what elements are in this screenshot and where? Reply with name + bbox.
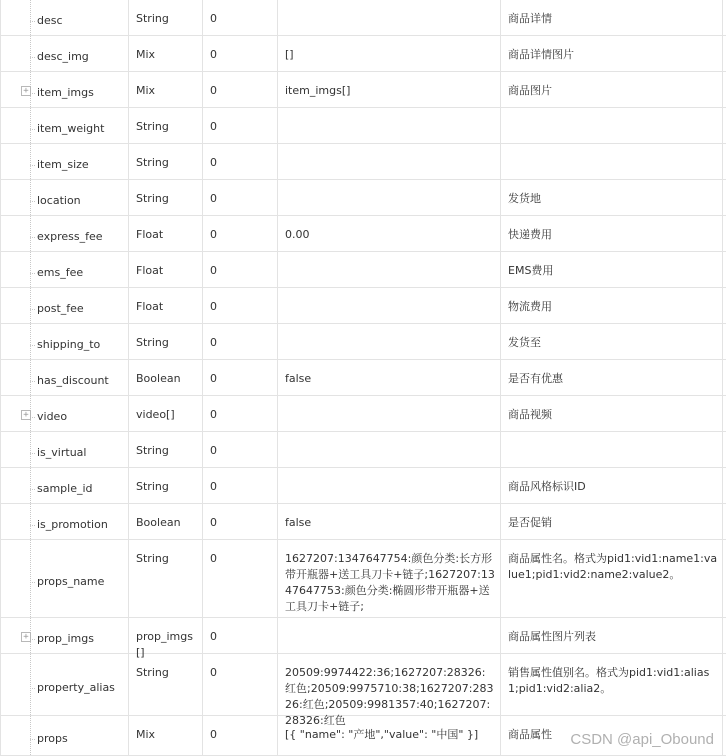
cell-required xyxy=(203,288,278,323)
type-text: String xyxy=(136,192,169,205)
description-text: 商品风格标识ID xyxy=(508,480,586,493)
tree-branch-line xyxy=(30,453,35,454)
cell-required xyxy=(203,180,278,215)
type-text: String xyxy=(136,552,169,565)
cell-type xyxy=(129,504,203,539)
cell-name xyxy=(0,618,129,653)
tree-branch-line xyxy=(30,582,35,583)
cell-type xyxy=(129,252,203,287)
cell-type xyxy=(129,216,203,251)
required-text: 0 xyxy=(210,156,217,169)
name-text: video xyxy=(37,410,68,423)
cell-description xyxy=(501,540,723,617)
example-text: 0.00 xyxy=(285,228,310,241)
type-text: Boolean xyxy=(136,372,181,385)
table-row xyxy=(0,540,726,618)
expand-plus-icon[interactable]: + xyxy=(21,86,31,96)
example-text: 20509:9974422:36;1627207:28326:红色;20509:9975710:38;1627207:28326:红色;20509:9981357:40;1627207:28326:红色 xyxy=(285,666,494,727)
name-text: location xyxy=(37,194,81,207)
description-text: 商品属性图片列表 xyxy=(508,630,596,643)
required-text: 0 xyxy=(210,120,217,133)
tree-branch-line xyxy=(30,309,35,310)
tree-guide-line xyxy=(30,36,31,71)
description-text: 物流费用 xyxy=(508,300,552,313)
cell-description xyxy=(501,504,723,539)
cell-required xyxy=(203,654,278,715)
description-text: 销售属性值别名。格式为pid1:vid1:alias1;pid1:vid2:alia2。 xyxy=(508,666,710,695)
tree-branch-line xyxy=(30,165,35,166)
cell-example xyxy=(278,654,501,727)
expand-plus-icon[interactable]: + xyxy=(21,632,31,642)
required-text: 0 xyxy=(210,408,217,421)
tree-guide-line xyxy=(30,324,31,359)
required-text: 0 xyxy=(210,84,217,97)
cell-type xyxy=(129,0,203,35)
tree-branch-line xyxy=(30,489,35,490)
cell-example xyxy=(278,716,501,755)
cell-name xyxy=(0,504,129,539)
description-text: 商品属性 xyxy=(508,728,552,741)
name-text: item_size xyxy=(37,158,89,171)
cell-required xyxy=(203,0,278,35)
table-row xyxy=(0,618,726,659)
cell-example xyxy=(278,468,501,503)
cell-type xyxy=(129,288,203,323)
cell-name xyxy=(0,716,129,755)
description-text: 商品属性名。格式为pid1:vid1:name1:value1;pid1:vid2:name2:value2。 xyxy=(508,552,718,581)
cell-type xyxy=(129,324,203,359)
cell-description xyxy=(501,216,723,251)
cell-type xyxy=(129,540,203,617)
cell-name xyxy=(0,0,129,35)
description-text: 是否促销 xyxy=(508,516,552,529)
required-text: 0 xyxy=(210,728,217,741)
tree-branch-line xyxy=(30,345,35,346)
table-row xyxy=(0,108,726,144)
type-text: Float xyxy=(136,264,164,277)
tree-guide-line xyxy=(30,540,31,617)
table-row xyxy=(0,216,726,252)
cell-example xyxy=(278,0,501,35)
required-text: 0 xyxy=(210,552,217,565)
example-text: 1627207:1347647754:颜色分类:长方形带开瓶器+送工具刀卡+链子;1627207:1347647753:颜色分类:椭圆形带开瓶器+送工具刀卡+链子; xyxy=(285,552,495,613)
cell-description xyxy=(501,288,723,323)
example-text: false xyxy=(285,372,312,385)
tree-guide-line xyxy=(30,108,31,143)
cell-example xyxy=(278,360,501,395)
table-row xyxy=(0,36,726,72)
tree-guide-line xyxy=(30,144,31,179)
name-text: has_discount xyxy=(37,374,109,387)
table-row xyxy=(0,72,726,108)
type-text: String xyxy=(136,12,169,25)
table-row xyxy=(0,468,726,504)
tree-guide-line xyxy=(30,180,31,215)
required-text: 0 xyxy=(210,264,217,277)
expand-plus-icon[interactable]: + xyxy=(21,410,31,420)
cell-description xyxy=(501,72,723,107)
cell-required xyxy=(203,468,278,503)
type-text: String xyxy=(136,120,169,133)
cell-required xyxy=(203,144,278,179)
cell-required xyxy=(203,324,278,359)
tree-branch-line xyxy=(30,57,35,58)
cell-example xyxy=(278,396,501,431)
tree-guide-line xyxy=(30,0,31,35)
required-text: 0 xyxy=(210,228,217,241)
type-text: String xyxy=(136,480,169,493)
type-text: Boolean xyxy=(136,516,181,529)
cell-name xyxy=(0,144,129,179)
cell-name xyxy=(0,396,129,431)
required-text: 0 xyxy=(210,480,217,493)
table-row xyxy=(0,324,726,360)
required-text: 0 xyxy=(210,192,217,205)
cell-description xyxy=(501,252,723,287)
cell-description xyxy=(501,618,723,653)
cell-example xyxy=(278,618,501,653)
cell-example xyxy=(278,108,501,143)
cell-required xyxy=(203,108,278,143)
type-text: String xyxy=(136,156,169,169)
required-text: 0 xyxy=(210,336,217,349)
tree-branch-line xyxy=(30,273,35,274)
table-row xyxy=(0,288,726,324)
cell-name xyxy=(0,360,129,395)
tree-guide-line xyxy=(30,504,31,539)
cell-example xyxy=(278,504,501,539)
cell-example xyxy=(278,180,501,215)
tree-branch-line xyxy=(30,739,35,740)
type-text: String xyxy=(136,666,169,679)
cell-type xyxy=(129,180,203,215)
example-text: [{ "name": "产地","value": "中国" }] xyxy=(285,728,479,741)
cell-name xyxy=(0,252,129,287)
tree-guide-line xyxy=(30,360,31,395)
type-text: Mix xyxy=(136,48,156,61)
tree-branch-line xyxy=(30,201,35,202)
name-text: item_weight xyxy=(37,122,105,135)
type-text: Mix xyxy=(136,728,156,741)
cell-description xyxy=(501,324,723,359)
cell-type xyxy=(129,432,203,467)
cell-description xyxy=(501,108,723,143)
cell-name xyxy=(0,432,129,467)
cell-name xyxy=(0,654,129,715)
tree-guide-line xyxy=(30,468,31,503)
name-text: post_fee xyxy=(37,302,84,315)
cell-example xyxy=(278,216,501,251)
name-text: props xyxy=(37,732,68,745)
required-text: 0 xyxy=(210,516,217,529)
required-text: 0 xyxy=(210,12,217,25)
cell-example xyxy=(278,144,501,179)
table-row xyxy=(0,180,726,216)
cell-type xyxy=(129,618,203,659)
cell-type xyxy=(129,468,203,503)
description-text: 发货至 xyxy=(508,336,541,349)
cell-description xyxy=(501,396,723,431)
tree-branch-line xyxy=(30,237,35,238)
required-text: 0 xyxy=(210,48,217,61)
cell-name xyxy=(0,72,129,107)
table-row xyxy=(0,252,726,288)
type-text: video[] xyxy=(136,408,175,421)
name-text: props_name xyxy=(37,575,105,588)
description-text: 快递费用 xyxy=(508,228,552,241)
name-text: ems_fee xyxy=(37,266,84,279)
cell-example xyxy=(278,324,501,359)
cell-example xyxy=(278,36,501,71)
tree-branch-line xyxy=(30,381,35,382)
tree-branch-line xyxy=(30,129,35,130)
cell-type xyxy=(129,654,203,715)
table-row xyxy=(0,432,726,468)
name-text: desc xyxy=(37,14,63,27)
cell-required xyxy=(203,216,278,251)
example-text: item_imgs[] xyxy=(285,84,351,97)
tree-branch-line xyxy=(30,525,35,526)
watermark: CSDN @api_Obound xyxy=(570,731,714,748)
table-row xyxy=(0,504,726,540)
cell-name xyxy=(0,288,129,323)
example-text: false xyxy=(285,516,312,529)
cell-example xyxy=(278,252,501,287)
table-row xyxy=(0,0,726,36)
cell-required xyxy=(203,252,278,287)
name-text: sample_id xyxy=(37,482,93,495)
table-row xyxy=(0,654,726,727)
type-text: prop_imgs[] xyxy=(136,630,193,659)
cell-description xyxy=(501,654,723,715)
cell-description xyxy=(501,432,723,467)
tree-guide-line xyxy=(30,288,31,323)
type-text: String xyxy=(136,444,169,457)
cell-example xyxy=(278,540,501,617)
name-text: shipping_to xyxy=(37,338,101,351)
name-text: prop_imgs xyxy=(37,632,94,645)
description-text: 商品视频 xyxy=(508,408,552,421)
cell-required xyxy=(203,716,278,755)
cell-type xyxy=(129,108,203,143)
cell-name xyxy=(0,180,129,215)
table-row xyxy=(0,396,726,432)
name-text: is_virtual xyxy=(37,446,87,459)
required-text: 0 xyxy=(210,630,217,643)
cell-required xyxy=(203,396,278,431)
example-text: [] xyxy=(285,48,294,61)
cell-required xyxy=(203,618,278,653)
tree-guide-line xyxy=(30,252,31,287)
cell-example xyxy=(278,432,501,467)
type-text: String xyxy=(136,336,169,349)
cell-required xyxy=(203,432,278,467)
cell-description xyxy=(501,360,723,395)
required-text: 0 xyxy=(210,300,217,313)
type-text: Mix xyxy=(136,84,156,97)
type-text: Float xyxy=(136,300,164,313)
description-text: 商品详情 xyxy=(508,12,552,25)
cell-required xyxy=(203,504,278,539)
description-text: 是否有优惠 xyxy=(508,372,563,385)
name-text: express_fee xyxy=(37,230,103,243)
name-text: item_imgs xyxy=(37,86,94,99)
required-text: 0 xyxy=(210,444,217,457)
cell-required xyxy=(203,360,278,395)
table-row xyxy=(0,144,726,180)
cell-description xyxy=(501,468,723,503)
cell-type xyxy=(129,72,203,107)
cell-required xyxy=(203,72,278,107)
cell-type xyxy=(129,396,203,431)
cell-type xyxy=(129,36,203,71)
description-text: 商品图片 xyxy=(508,84,552,97)
cell-name xyxy=(0,540,129,617)
cell-example xyxy=(278,72,501,107)
cell-name xyxy=(0,108,129,143)
required-text: 0 xyxy=(210,666,217,679)
tree-branch-line xyxy=(30,688,35,689)
description-text: 发货地 xyxy=(508,192,541,205)
cell-required xyxy=(203,36,278,71)
tree-guide-line xyxy=(30,432,31,467)
tree-guide-line xyxy=(30,716,31,755)
cell-type xyxy=(129,716,203,755)
cell-example xyxy=(278,288,501,323)
cell-name xyxy=(0,216,129,251)
cell-name xyxy=(0,468,129,503)
cell-required xyxy=(203,540,278,617)
table-row xyxy=(0,360,726,396)
name-text: property_alias xyxy=(37,681,115,694)
cell-description xyxy=(501,144,723,179)
tree-guide-line xyxy=(30,216,31,251)
cell-description xyxy=(501,180,723,215)
description-text: EMS费用 xyxy=(508,264,554,277)
description-text: 商品详情图片 xyxy=(508,48,574,61)
cell-type xyxy=(129,360,203,395)
cell-name xyxy=(0,36,129,71)
tree-guide-line xyxy=(30,654,31,715)
tree-branch-line xyxy=(30,21,35,22)
name-text: desc_img xyxy=(37,50,89,63)
name-text: is_promotion xyxy=(37,518,108,531)
cell-description xyxy=(501,36,723,71)
type-text: Float xyxy=(136,228,164,241)
cell-name xyxy=(0,324,129,359)
cell-description xyxy=(501,0,723,35)
cell-type xyxy=(129,144,203,179)
required-text: 0 xyxy=(210,372,217,385)
